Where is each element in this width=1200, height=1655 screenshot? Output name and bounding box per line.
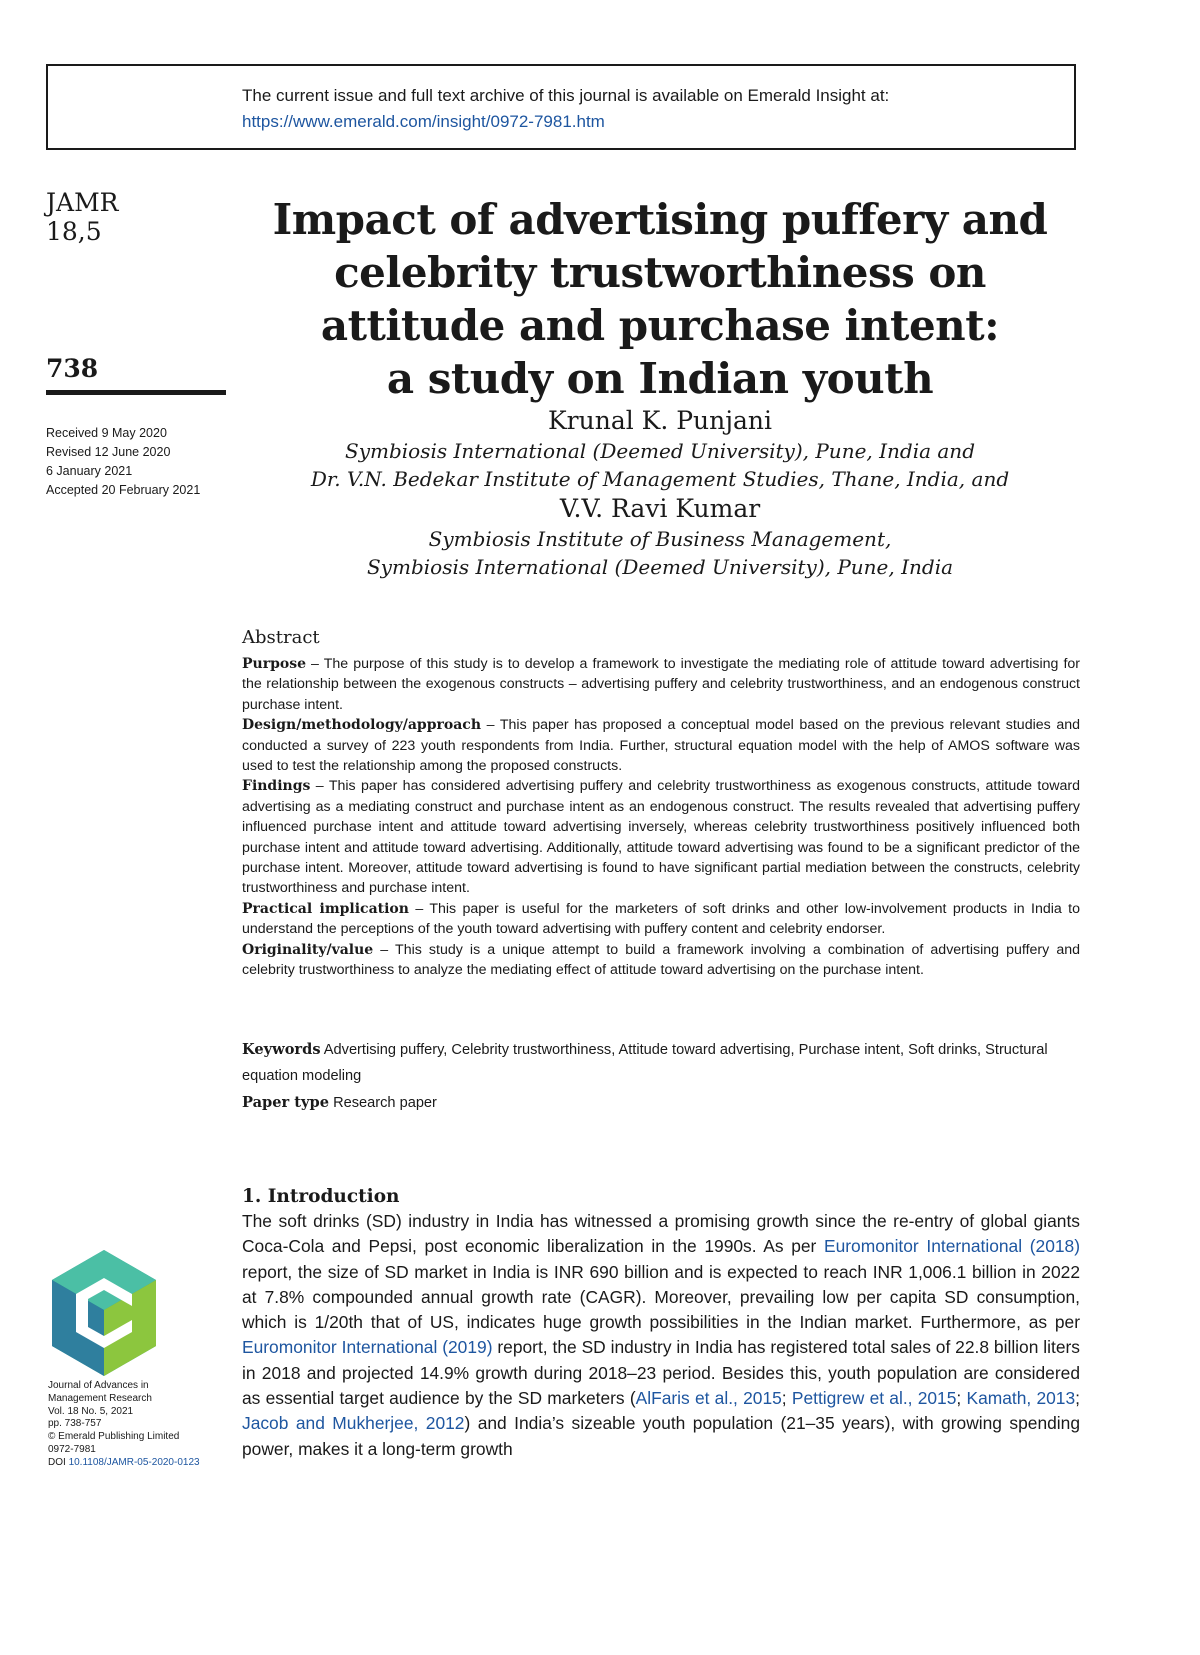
section-label: Findings [242,778,311,795]
banner-text: The current issue and full text archive of this journal is available on Emerald Insight at: [242,86,890,105]
keywords [242,1037,1080,1089]
author-name: Krunal K. Punjani [547,406,773,435]
title-line: Impact of advertising puffery and [272,195,1048,244]
journal-archive-banner [46,64,1076,150]
doi-line [48,1457,200,1470]
section-text: – The purpose of this study is to develop a framework to investigate the mediating role of attitude toward advertising for the relationship between the exogenous constructs – advertising puffery and celebrity trustworthiness, and an endogenous construct purchase intent. [242,656,1080,713]
journal-logo-icon [44,1248,164,1378]
paragraph-text: report, the SD industry in India has registered total sales of 22.8 billion liters in 2018 and projected 14.9% growth during 2018–23 period. Besides this, youth population are considered as essential target audience by the SD marketers ( [242,1337,1080,1409]
date-revised-2: 6 January 2021 [46,464,133,478]
section-label: Originality/value [242,941,374,958]
volume-issue: 18,5 [46,217,102,246]
separator: ; [781,1388,792,1409]
citation-link[interactable]: AlFaris et al., 2015 [635,1388,782,1409]
citation-link[interactable]: Jacob and Mukherjee, 2012 [242,1413,465,1434]
paper-title [240,193,1080,405]
section-text: – This paper is useful for the marketers of soft drinks and other low-involvement products in India to understand the perceptions of the youth toward advertising with puffery content and celebrity endorser. [242,900,1080,938]
section-label: Design/methodology/approach [242,717,481,734]
separator: ; [1075,1388,1080,1409]
article-dates [46,424,200,500]
abstract-body [242,654,1080,981]
journal-info-line: Management Research [48,1392,152,1404]
journal-info-line: © Emerald Publishing Limited [48,1431,180,1443]
page-number-rule [46,390,226,395]
journal-url-link[interactable]: https://www.emerald.com/insight/0972-7981.htm [242,112,605,131]
section-label: Practical implication [242,900,409,917]
section-text: – This paper has proposed a conceptual model based on the previous relevant studies and conducted a survey of 223 youth respondents from India. Further, structural equation model with the help of AMOS software was used to test the relationship among the proposed constructs. [242,717,1080,775]
paragraph-text: report, the size of SD market in India is INR 690 billion and is expected to reach INR 1,006.1 billion in 2022 at 7.8% compounded annual growth rate (CAGR). Moreover, prevailing low per capita SD consumption, which is 1/20th that of US, indicates huge growth possibilities in the Indian market. Furthermore, as per [242,1261,1080,1333]
section-heading-introduction: 1. Introduction [242,1186,400,1207]
title-line: celebrity trustworthiness on [334,248,986,297]
citation-link[interactable]: Euromonitor International (2019) [242,1337,493,1358]
abstract-originality [242,940,1080,981]
citation-link[interactable]: Kamath, 2013 [966,1388,1076,1409]
journal-info-line: pp. 738-757 [48,1418,102,1430]
keywords-label: Keywords [242,1041,321,1058]
author-affiliation: Symbiosis International (Deemed University), Pune, India [366,555,954,579]
journal-info [48,1380,200,1470]
author-name: V.V. Ravi Kumar [559,494,761,523]
journal-info-line: 0972-7981 [48,1443,96,1455]
introduction-paragraph [242,1209,1080,1462]
paper-type-label: Paper type [242,1094,330,1111]
doi-link[interactable]: 10.1108/JAMR-05-2020-0123 [68,1456,200,1468]
author-affiliation: Symbiosis International (Deemed University), Pune, India and [345,439,975,463]
citation-link[interactable]: Pettigrew et al., 2015 [791,1388,957,1409]
author-affiliation: Symbiosis Institute of Business Management, [428,527,892,551]
journal-info-line: Journal of Advances in [48,1380,149,1391]
date-revised: Revised 12 June 2020 [46,445,171,459]
keywords-text: Advertising puffery, Celebrity trustworthiness, Attitude toward advertising, Purchase intent, Soft drinks, Structural equation modeling [242,1042,1048,1084]
section-text: – This study is a unique attempt to build a framework involving a combination of advertising puffery and celebrity trustworthiness to analyze the mediating effect of attitude toward advertising on the purchase intent. [242,941,1080,979]
date-received: Received 9 May 2020 [46,426,167,440]
date-accepted: Accepted 20 February 2021 [46,483,201,497]
author-affiliation: Dr. V.N. Bedekar Institute of Management Studies, Thane, India, and [310,467,1010,491]
citation-link[interactable]: Euromonitor International (2018) [824,1236,1081,1257]
abstract-design [242,715,1080,776]
abstract-heading: Abstract [242,627,320,648]
separator: ; [956,1388,967,1409]
paper-type [242,1090,1080,1116]
journal-abbrev: JAMR [46,188,119,217]
abstract-findings [242,776,1080,898]
page-number: 738 [46,354,99,383]
section-text: – This paper has considered advertising puffery and celebrity trustworthiness as exogenous constructs, attitude toward advertising as a mediating construct and purchase intent as an endogenous construct. The results revealed that advertising puffery influenced purchase intent and attitude toward advertising inversely, whereas celebrity trustworthiness positively influenced both purchase intent and attitude toward advertising. Additionally, attitude toward advertising was found to be a significant predictor of the purchase intent. Moreover, attitude toward advertising is found to have significant partial mediation between the constructs, celebrity trustworthiness and purchase intent. [242,778,1080,897]
section-label: Purpose [242,656,306,672]
abstract-practical [242,899,1080,940]
paragraph-text: ) and India’s sizeable youth population (21–35 years), with growing spending power, makes it a long-term growth [242,1413,1080,1459]
doi-label: DOI [48,1456,69,1468]
paper-type-text: Research paper [329,1095,437,1111]
abstract-purpose [242,654,1080,715]
title-line: a study on Indian youth [386,354,934,403]
paragraph-text: The soft drinks (SD) industry in India has witnessed a promising growth since the re-entry of global giants Coca-Cola and Pepsi, post economic liberalization in the 1990s. As per [242,1211,1080,1257]
journal-code [46,188,119,246]
journal-info-line: Vol. 18 No. 5, 2021 [48,1405,134,1417]
title-line: attitude and purchase intent: [320,301,1000,350]
